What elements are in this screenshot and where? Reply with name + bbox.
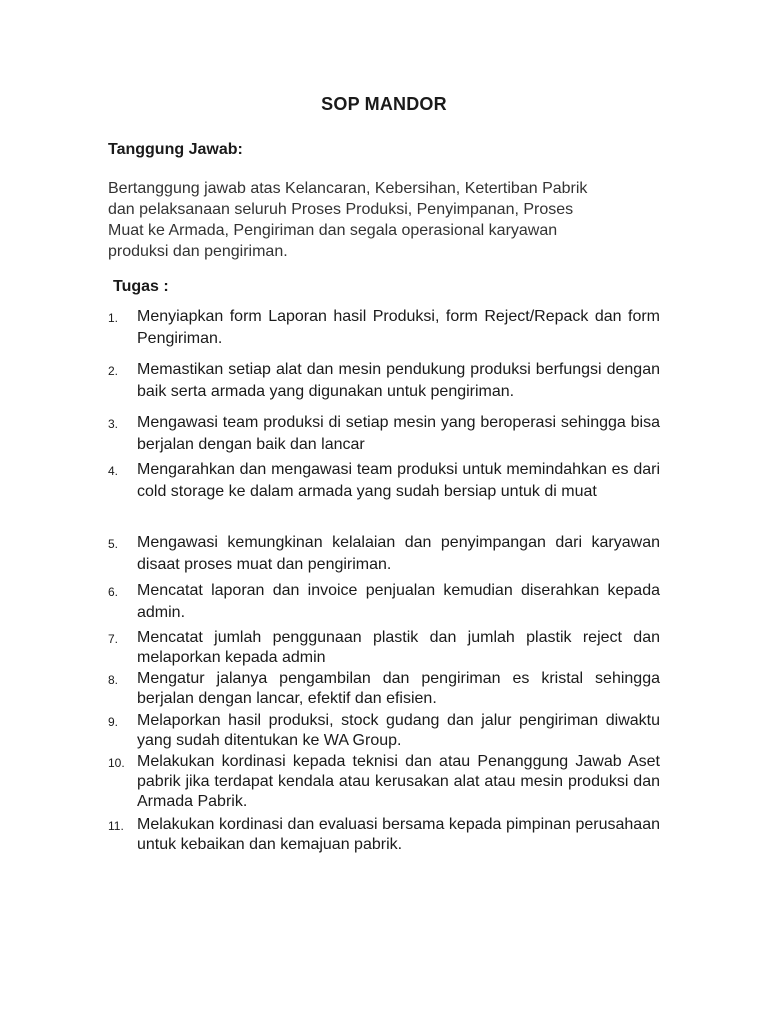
responsibility-line: dan pelaksanaan seluruh Proses Produksi, Penyimpanan, Proses xyxy=(108,201,574,218)
list-item-text: Mencatat jumlah penggunaan plastik dan jumlah plastik reject dan melaporkan kepada admin xyxy=(137,629,660,666)
list-item-text: Memastikan setiap alat dan mesin pendukung produksi berfungsi dengan baik serta armada yang digunakan untuk pengiriman. xyxy=(137,361,660,400)
responsibility-line: produksi dan pengiriman. xyxy=(108,243,288,260)
list-item xyxy=(108,580,660,624)
list-item-number: 7. xyxy=(108,632,119,646)
list-item xyxy=(108,532,660,576)
list-item-text: Mengarahkan dan mengawasi team produksi untuk memindahkan es dari cold storage ke dalam armada yang sudah bersiap untuk di muat xyxy=(137,461,660,500)
responsibility-line: Muat ke Armada, Pengiriman dan segala operasional karyawan xyxy=(108,222,558,239)
list-item-number: 8. xyxy=(108,673,119,687)
list-item xyxy=(108,752,660,812)
list-item xyxy=(108,815,660,855)
list-item-number: 10. xyxy=(108,756,125,770)
responsibility-line: Bertanggung jawab atas Kelancaran, Kebersihan, Ketertiban Pabrik xyxy=(108,180,588,197)
list-item-number: 2. xyxy=(108,364,119,378)
list-item-text: Mengatur jalanya pengambilan dan pengiriman es kristal sehingga berjalan dengan lancar, efektif dan efisien. xyxy=(137,670,660,707)
list-item xyxy=(108,669,660,709)
page-title: SOP MANDOR xyxy=(321,94,447,114)
list-item-text: Mengawasi team produksi di setiap mesin yang beroperasi sehingga bisa berjalan dengan baik dan lancar xyxy=(137,414,660,453)
tasks-heading: Tugas : xyxy=(113,278,169,295)
list-item-text: Mengawasi kemungkinan kelalaian dan penyimpangan dari karyawan disaat proses muat dan pengiriman. xyxy=(137,534,660,573)
list-item-text: Melaporkan hasil produksi, stock gudang dan jalur pengiriman diwaktu yang sudah ditentukan ke WA Group. xyxy=(137,712,660,749)
list-item-text: Melakukan kordinasi dan evaluasi bersama kepada pimpinan perusahaan untuk kebaikan dan kemajuan pabrik. xyxy=(137,816,660,853)
list-item xyxy=(108,459,660,503)
list-item-number: 3. xyxy=(108,417,119,431)
list-item xyxy=(108,628,660,668)
list-item-text: Melakukan kordinasi kepada teknisi dan atau Penanggung Jawab Aset pabrik jika terdapat kendala atau kerusakan alat atau mesin produksi dan Armada Pabrik. xyxy=(137,753,660,810)
list-item-number: 4. xyxy=(108,464,119,478)
list-item-number: 1. xyxy=(108,311,119,325)
list-item xyxy=(108,306,660,350)
list-item-text: Mencatat laporan dan invoice penjualan kemudian diserahkan kepada admin. xyxy=(137,582,660,621)
responsibility-heading: Tanggung Jawab: xyxy=(108,141,243,158)
list-item-number: 9. xyxy=(108,715,119,729)
responsibility-paragraph xyxy=(108,178,648,262)
list-item-number: 11. xyxy=(108,819,124,833)
list-item-number: 5. xyxy=(108,537,119,551)
list-item xyxy=(108,412,660,456)
list-item-number: 6. xyxy=(108,585,119,599)
list-item-text: Menyiapkan form Laporan hasil Produksi, form Reject/Repack dan form Pengiriman. xyxy=(137,308,660,347)
list-item xyxy=(108,711,660,751)
list-item xyxy=(108,359,660,403)
